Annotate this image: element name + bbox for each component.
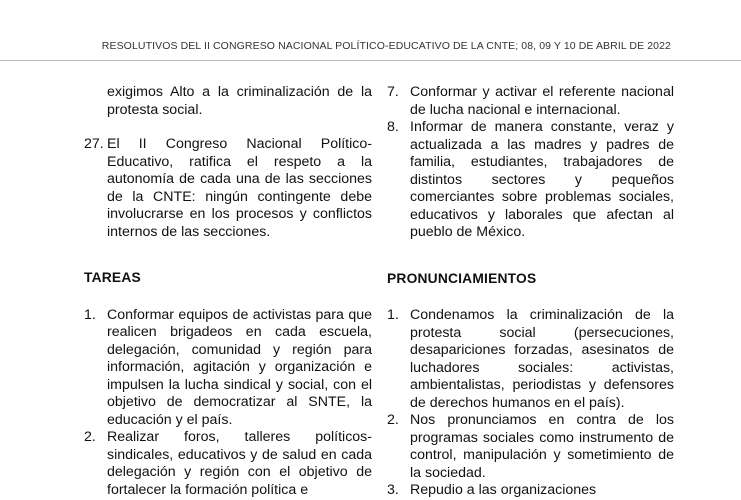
right-column [387,84,674,500]
continuation-text: exigimos Alto a la criminalización de la protesta social. [107,84,372,118]
list-text: Conformar equipos de activistas para que realicen brigadeos en cada escuela, delegación, comunidad y región para información, agitación y organización e impulsen la lucha sindical y social, con el objetivo de democratizar al SNTE, la educación y el país. [107,306,372,428]
section-heading-tareas: TAREAS [84,270,141,285]
list-text: Conformar y activar el referente nacional de lucha nacional e internacional. [410,84,674,118]
list-text: Informar de manera constante, veraz y actualizada a las madres y padres de familia, estudiantes, trabajadores de distintos sectores y pequeños comerciantes sobre problemas sociales, educativos y laborales que afectan al pueblo de México. [410,119,674,240]
list-text: El II Congreso Nacional Político-Educativo, ratifica el respeto a la autonomía de cada una de las secciones de la CNTE: ningún contingente debe involucrarse en los procesos y conflictos internos de las secciones. [107,136,372,240]
list-item [387,412,674,482]
list-number: 7. [387,84,399,100]
header-divider [0,60,741,61]
list-number: 8. [387,119,399,135]
list-number: 1. [84,306,96,323]
resolution-27 [84,136,372,241]
list-item [387,307,674,412]
list-item [387,84,674,119]
list-number: 2. [387,412,399,428]
list-number: 1. [387,307,399,323]
list-text: Nos pronunciamos en contra de los programas sociales como instrumento de control, manipulación y sometimiento de la sociedad. [410,412,674,481]
list-item [387,482,674,500]
list-text: Condenamos la criminalización de la protesta social (persecuciones, desapariciones forzadas, asesinatos de luchadores sociales: activistas, ambientalistas, periodistas y defensores de derechos humanos en el país). [410,307,674,411]
page-header: RESOLUTIVOS DEL II CONGRESO NACIONAL POLÍTICO-EDUCATIVO DE LA CNTE; 08, 09 Y 10 DE ABRIL DE 2022 [101,40,671,52]
list-item [84,307,372,430]
list-item [387,119,674,242]
left-column [84,84,372,499]
list-number: 27. [84,136,104,152]
list-number: 3. [387,482,399,498]
list-text: Repudio a las organizaciones [410,482,597,498]
list-item [84,429,372,499]
list-number: 2. [84,429,96,445]
list-text: Realizar foros, talleres políticos-sindicales, educativos y de salud en cada delegación y región con el objetivo de fortalecer la formación política e [107,429,372,498]
section-heading-pronunciamientos: PRONUNCIAMIENTOS [387,270,537,286]
